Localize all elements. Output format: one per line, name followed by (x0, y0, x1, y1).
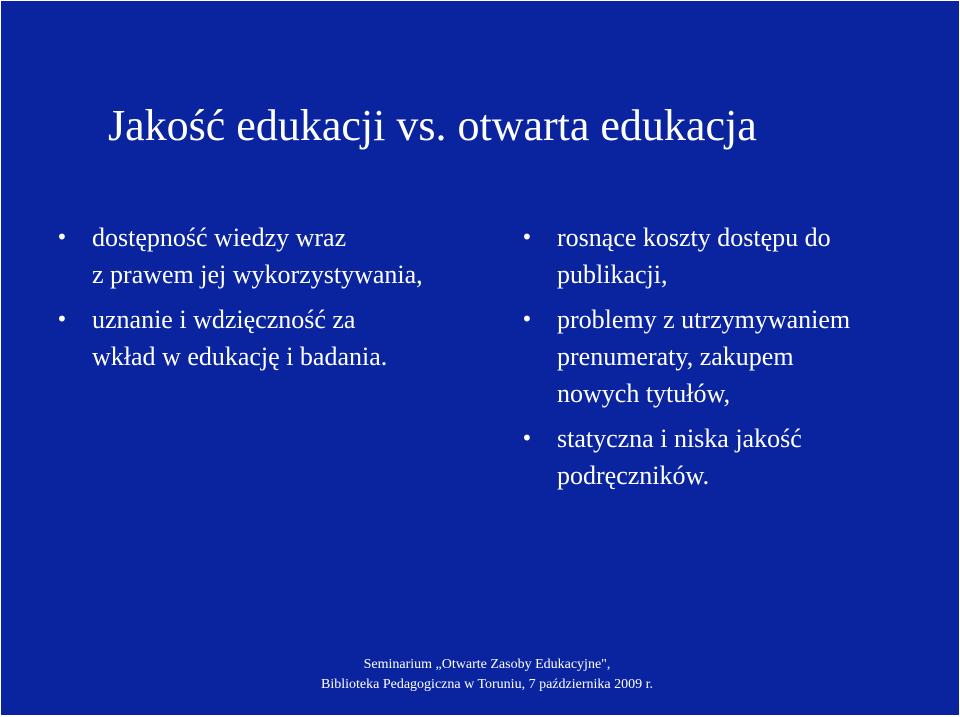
left-bullet-list (56, 219, 476, 383)
bullet-item (521, 219, 941, 293)
slide (1, 1, 959, 715)
footer-venue-line: Biblioteka Pedagogiczna w Toruniu, 7 października 2009 r. (321, 677, 653, 692)
bullet-line: rosnące koszty dostępu do (557, 223, 831, 252)
footer-seminar-line: Seminarium „Otwarte Zasoby Edukacyjne", (363, 657, 611, 672)
bullet-line: uznanie i wdzięczność za (92, 305, 356, 334)
right-bullet-list (521, 219, 941, 502)
bullet-line: wkład w edukację i badania. (92, 342, 388, 371)
bullet-line: dostępność wiedzy wraz (92, 223, 347, 252)
bullet-icon: • (521, 426, 533, 450)
bullet-icon: • (521, 307, 533, 331)
bullet-item (56, 219, 476, 293)
bullet-line: prenumeraty, zakupem (557, 342, 794, 371)
bullet-line: problemy z utrzymywaniem (557, 305, 851, 334)
bullet-icon: • (521, 225, 533, 249)
bullet-item (56, 301, 476, 375)
bullet-line: nowych tytułów, (557, 379, 731, 408)
bullet-icon: • (56, 225, 68, 249)
bullet-item (521, 420, 941, 494)
bullet-line: publikacji, (557, 260, 668, 289)
bullet-line: z prawem jej wykorzystywania, (92, 260, 423, 289)
bullet-line: statyczna i niska jakość (557, 424, 802, 453)
bullet-item (521, 301, 941, 412)
bullet-line: podręczników. (557, 461, 710, 490)
bullet-icon: • (56, 307, 68, 331)
slide-title: Jakość edukacji vs. otwarta edukacja (108, 101, 757, 150)
